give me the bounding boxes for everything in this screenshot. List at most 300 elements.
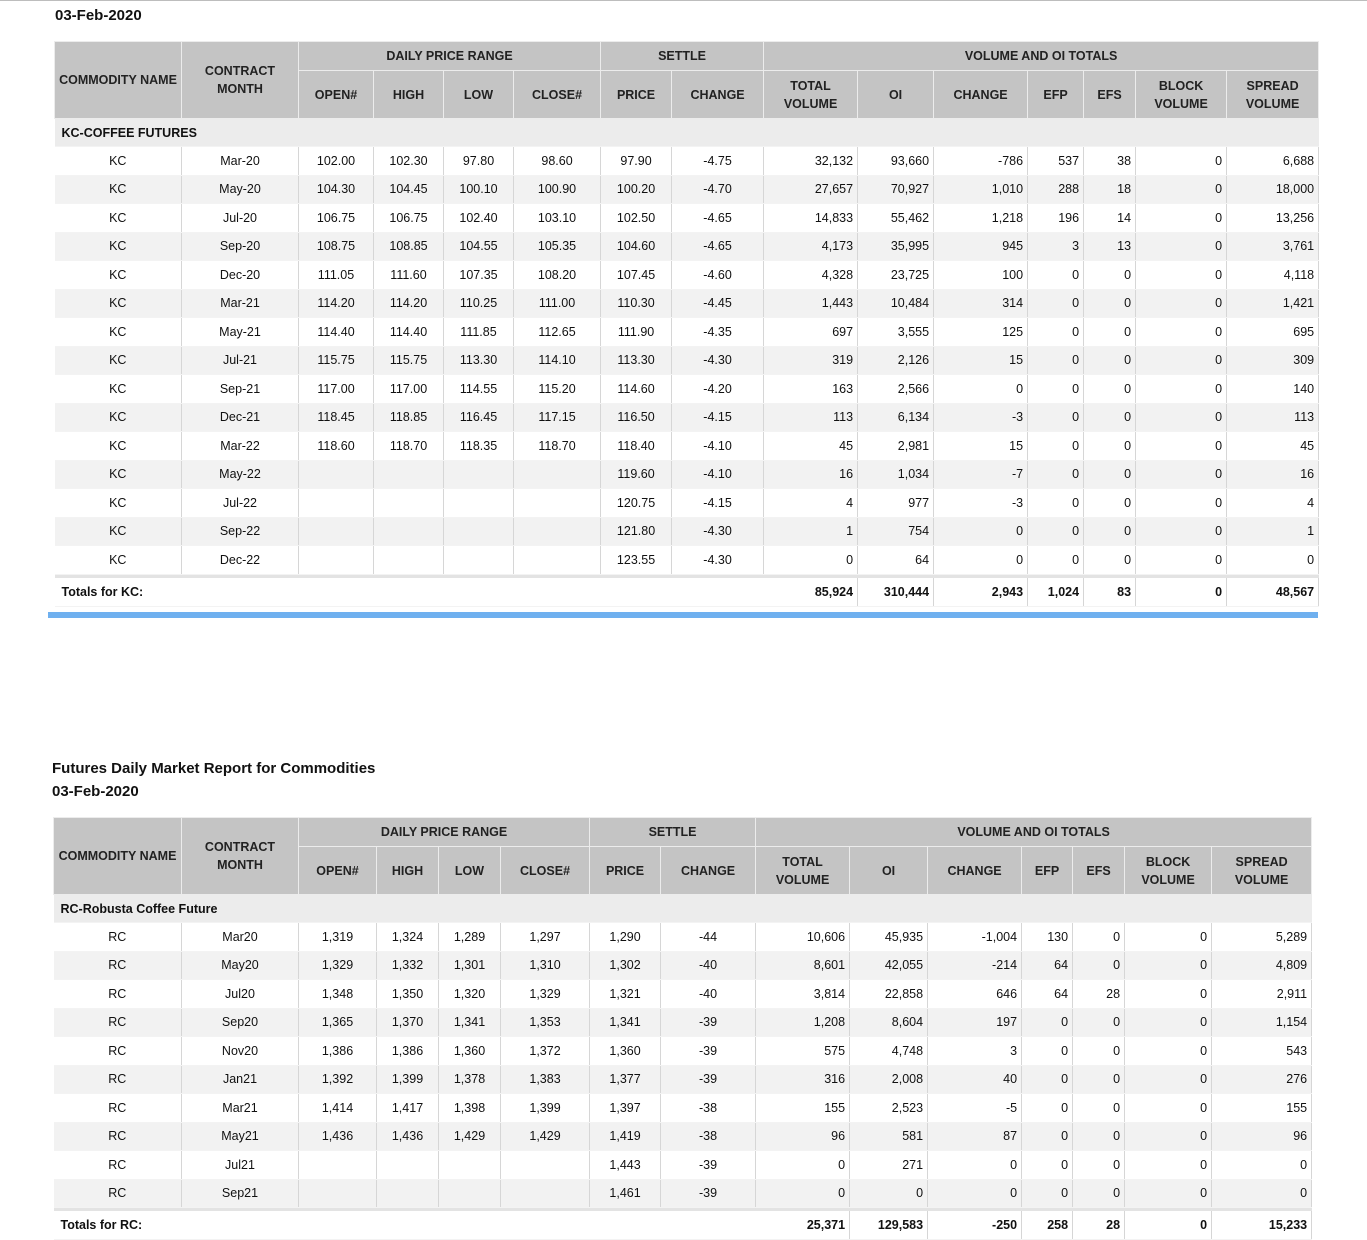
cell-settle-price: 104.60	[601, 232, 672, 261]
totals-row	[55, 578, 1319, 607]
cell-close: 1,429	[501, 1122, 590, 1151]
cell-oi-change: -3	[934, 403, 1028, 432]
cell-oi: 2,981	[858, 432, 934, 461]
cell-contract-month: Jul21	[182, 1151, 299, 1180]
cell-efs: 14	[1084, 204, 1136, 233]
cell-oi-change: 125	[934, 318, 1028, 347]
cell-oi-change: 314	[934, 289, 1028, 318]
cell-oi: 2,566	[858, 375, 934, 404]
cell-contract-month: Sep-20	[182, 232, 299, 261]
cell-close: 112.65	[514, 318, 601, 347]
cell-contract-month: Mar-22	[182, 432, 299, 461]
cell-open	[299, 1151, 377, 1180]
totals-oi: 129,583	[850, 1211, 928, 1240]
cell-high	[374, 489, 444, 518]
cell-open: 1,348	[299, 980, 377, 1009]
cell-settle-price: 1,397	[590, 1094, 661, 1123]
cell-spread-volume: 4,118	[1227, 261, 1319, 290]
col-block-volume: BLOCK VOLUME	[1125, 847, 1212, 895]
table-row	[54, 1179, 1312, 1208]
cell-spread-volume: 1	[1227, 517, 1319, 546]
cell-contract-month: May-22	[182, 460, 299, 489]
cell-commodity: KC	[55, 261, 182, 290]
cell-oi: 8,604	[850, 1008, 928, 1037]
group-label: RC-Robusta Coffee Future	[54, 895, 1312, 923]
totals-spread-volume: 15,233	[1212, 1211, 1312, 1240]
cell-contract-month: Sep21	[182, 1179, 299, 1208]
cell-efs: 0	[1084, 403, 1136, 432]
cell-total-volume: 575	[756, 1037, 850, 1066]
cell-close: 1,399	[501, 1094, 590, 1123]
cell-high: 106.75	[374, 204, 444, 233]
cell-spread-volume: 96	[1212, 1122, 1312, 1151]
cell-open	[299, 489, 374, 518]
cell-close: 111.00	[514, 289, 601, 318]
cell-contract-month: May21	[182, 1122, 299, 1151]
cell-total-volume: 3,814	[756, 980, 850, 1009]
col-spread-volume: SPREAD VOLUME	[1227, 71, 1319, 119]
cell-spread-volume: 1,154	[1212, 1008, 1312, 1037]
totals-label: Totals for RC:	[54, 1211, 756, 1240]
cell-open: 1,414	[299, 1094, 377, 1123]
cell-oi: 271	[850, 1151, 928, 1180]
col-price: PRICE	[601, 71, 672, 119]
top-divider	[0, 0, 1367, 1]
band-volume-oi-totals: VOLUME AND OI TOTALS	[764, 42, 1319, 71]
cell-oi-change: 945	[934, 232, 1028, 261]
cell-settle-change: -40	[661, 980, 756, 1009]
cell-open: 1,386	[299, 1037, 377, 1066]
cell-spread-volume: 113	[1227, 403, 1319, 432]
cell-settle-change: -40	[661, 951, 756, 980]
cell-total-volume: 316	[756, 1065, 850, 1094]
cell-block-volume: 0	[1136, 403, 1227, 432]
cell-spread-volume: 4,809	[1212, 951, 1312, 980]
cell-block-volume: 0	[1136, 432, 1227, 461]
cell-close: 108.20	[514, 261, 601, 290]
table-row	[55, 432, 1319, 461]
cell-open: 111.05	[299, 261, 374, 290]
cell-total-volume: 697	[764, 318, 858, 347]
cell-total-volume: 45	[764, 432, 858, 461]
cell-efp: 0	[1028, 432, 1084, 461]
cell-oi: 2,523	[850, 1094, 928, 1123]
cell-close: 1,297	[501, 923, 590, 952]
col-efs: EFS	[1073, 847, 1125, 895]
cell-oi: 2,008	[850, 1065, 928, 1094]
cell-efp: 130	[1022, 923, 1073, 952]
cell-oi-change: 1,218	[934, 204, 1028, 233]
col-commodity-name: COMMODITY NAME	[55, 42, 182, 119]
cell-contract-month: Sep-22	[182, 517, 299, 546]
cell-spread-volume: 45	[1227, 432, 1319, 461]
cell-commodity: KC	[55, 204, 182, 233]
cell-low: 1,378	[439, 1065, 501, 1094]
cell-block-volume: 0	[1136, 289, 1227, 318]
cell-low: 1,429	[439, 1122, 501, 1151]
cell-settle-change: -39	[661, 1151, 756, 1180]
cell-oi: 93,660	[858, 147, 934, 176]
cell-contract-month: May-20	[182, 175, 299, 204]
cell-settle-change: -4.10	[672, 432, 764, 461]
cell-oi: 23,725	[858, 261, 934, 290]
cell-efs: 0	[1073, 1094, 1125, 1123]
col-close: CLOSE#	[501, 847, 590, 895]
cell-block-volume: 0	[1136, 204, 1227, 233]
cell-total-volume: 1	[764, 517, 858, 546]
cell-close	[514, 460, 601, 489]
cell-close: 1,353	[501, 1008, 590, 1037]
totals-efs: 83	[1084, 578, 1136, 607]
cell-settle-price: 1,341	[590, 1008, 661, 1037]
cell-block-volume: 0	[1136, 232, 1227, 261]
table-row	[55, 460, 1319, 489]
cell-oi: 35,995	[858, 232, 934, 261]
cell-total-volume: 113	[764, 403, 858, 432]
cell-high: 115.75	[374, 346, 444, 375]
cell-spread-volume: 0	[1212, 1151, 1312, 1180]
cell-commodity: RC	[54, 1179, 182, 1208]
totals-block-volume: 0	[1125, 1211, 1212, 1240]
cell-close: 98.60	[514, 147, 601, 176]
cell-spread-volume: 695	[1227, 318, 1319, 347]
cell-oi-change: 15	[934, 346, 1028, 375]
cell-oi: 70,927	[858, 175, 934, 204]
table-row	[55, 232, 1319, 261]
cell-commodity: KC	[55, 318, 182, 347]
cell-settle-change: -4.35	[672, 318, 764, 347]
cell-high: 1,417	[377, 1094, 439, 1123]
cell-settle-price: 119.60	[601, 460, 672, 489]
cell-total-volume: 8,601	[756, 951, 850, 980]
totals-spread-volume: 48,567	[1227, 578, 1319, 607]
cell-low: 1,301	[439, 951, 501, 980]
cell-open: 118.45	[299, 403, 374, 432]
cell-settle-price: 1,461	[590, 1179, 661, 1208]
cell-block-volume: 0	[1125, 1151, 1212, 1180]
cell-low: 107.35	[444, 261, 514, 290]
cell-oi-change: 0	[928, 1151, 1022, 1180]
cell-high: 1,350	[377, 980, 439, 1009]
cell-open: 1,436	[299, 1122, 377, 1151]
cell-oi: 1,034	[858, 460, 934, 489]
cell-efs: 0	[1084, 318, 1136, 347]
cell-efp: 0	[1022, 1008, 1073, 1037]
cell-commodity: KC	[55, 147, 182, 176]
cell-close: 100.90	[514, 175, 601, 204]
cell-efp: 0	[1028, 318, 1084, 347]
cell-commodity: RC	[54, 1094, 182, 1123]
table-row	[54, 1008, 1312, 1037]
cell-spread-volume: 5,289	[1212, 923, 1312, 952]
cell-settle-price: 118.40	[601, 432, 672, 461]
cell-open: 104.30	[299, 175, 374, 204]
cell-low	[439, 1179, 501, 1208]
cell-efp: 0	[1028, 546, 1084, 575]
table-row	[54, 1122, 1312, 1151]
cell-settle-price: 107.45	[601, 261, 672, 290]
totals-oi-change: -250	[928, 1211, 1022, 1240]
totals-oi-change: 2,943	[934, 578, 1028, 607]
col-efp: EFP	[1028, 71, 1084, 119]
cell-total-volume: 16	[764, 460, 858, 489]
cell-low: 114.55	[444, 375, 514, 404]
cell-contract-month: Jul-21	[182, 346, 299, 375]
cell-commodity: KC	[55, 546, 182, 575]
cell-settle-price: 110.30	[601, 289, 672, 318]
table-row	[55, 204, 1319, 233]
cell-settle-price: 120.75	[601, 489, 672, 518]
cell-block-volume: 0	[1125, 951, 1212, 980]
cell-efs: 38	[1084, 147, 1136, 176]
cell-oi-change: 15	[934, 432, 1028, 461]
cell-low: 1,320	[439, 980, 501, 1009]
cell-commodity: KC	[55, 346, 182, 375]
cell-total-volume: 4	[764, 489, 858, 518]
cell-oi-change: -786	[934, 147, 1028, 176]
cell-oi: 22,858	[850, 980, 928, 1009]
cell-oi: 6,134	[858, 403, 934, 432]
band-daily-price-range: DAILY PRICE RANGE	[299, 42, 601, 71]
cell-commodity: RC	[54, 923, 182, 952]
col-total-volume: TOTAL VOLUME	[756, 847, 850, 895]
cell-oi-change: 100	[934, 261, 1028, 290]
cell-settle-price: 123.55	[601, 546, 672, 575]
cell-low: 113.30	[444, 346, 514, 375]
cell-low	[439, 1151, 501, 1180]
cell-oi: 754	[858, 517, 934, 546]
cell-spread-volume: 0	[1212, 1179, 1312, 1208]
band-volume-oi-totals: VOLUME AND OI TOTALS	[756, 818, 1312, 847]
col-commodity-name: COMMODITY NAME	[54, 818, 182, 895]
cell-oi-change: 3	[928, 1037, 1022, 1066]
cell-commodity: KC	[55, 289, 182, 318]
cell-block-volume: 0	[1136, 546, 1227, 575]
cell-low: 1,398	[439, 1094, 501, 1123]
cell-contract-month: Jan21	[182, 1065, 299, 1094]
table-row	[55, 147, 1319, 176]
cell-high: 108.85	[374, 232, 444, 261]
cell-low: 118.35	[444, 432, 514, 461]
totals-row	[54, 1211, 1312, 1240]
cell-close: 117.15	[514, 403, 601, 432]
report1-date: 03-Feb-2020	[55, 7, 142, 24]
cell-high: 1,436	[377, 1122, 439, 1151]
cell-commodity: RC	[54, 1122, 182, 1151]
cell-low	[444, 517, 514, 546]
cell-high: 1,370	[377, 1008, 439, 1037]
cell-efs: 0	[1084, 261, 1136, 290]
cell-close: 114.10	[514, 346, 601, 375]
cell-spread-volume: 543	[1212, 1037, 1312, 1066]
cell-spread-volume: 2,911	[1212, 980, 1312, 1009]
report2-title: Futures Daily Market Report for Commodities	[52, 760, 376, 777]
cell-spread-volume: 0	[1227, 546, 1319, 575]
cell-low: 100.10	[444, 175, 514, 204]
table-row	[55, 175, 1319, 204]
cell-oi-change: 40	[928, 1065, 1022, 1094]
cell-efp: 0	[1028, 261, 1084, 290]
col-high: HIGH	[374, 71, 444, 119]
cell-efp: 0	[1028, 460, 1084, 489]
cell-settle-change: -4.30	[672, 346, 764, 375]
cell-settle-change: -4.15	[672, 489, 764, 518]
cell-commodity: KC	[55, 175, 182, 204]
cell-commodity: RC	[54, 1065, 182, 1094]
cell-spread-volume: 276	[1212, 1065, 1312, 1094]
cell-oi-change: 0	[934, 375, 1028, 404]
cell-oi: 42,055	[850, 951, 928, 980]
cell-efp: 196	[1028, 204, 1084, 233]
cell-close: 1,383	[501, 1065, 590, 1094]
cell-low: 116.45	[444, 403, 514, 432]
cell-commodity: KC	[55, 232, 182, 261]
cell-efs: 0	[1073, 1037, 1125, 1066]
cell-settle-price: 1,290	[590, 923, 661, 952]
cell-low: 110.25	[444, 289, 514, 318]
cell-high	[374, 546, 444, 575]
totals-label: Totals for KC:	[55, 578, 764, 607]
cell-block-volume: 0	[1125, 1179, 1212, 1208]
cell-open: 1,392	[299, 1065, 377, 1094]
cell-contract-month: Dec-20	[182, 261, 299, 290]
cell-oi-change: 1,010	[934, 175, 1028, 204]
cell-block-volume: 0	[1125, 1008, 1212, 1037]
cell-settle-price: 113.30	[601, 346, 672, 375]
cell-efp: 0	[1028, 489, 1084, 518]
cell-contract-month: Nov20	[182, 1037, 299, 1066]
cell-settle-change: -4.10	[672, 460, 764, 489]
cell-total-volume: 1,208	[756, 1008, 850, 1037]
totals-efs: 28	[1073, 1211, 1125, 1240]
cell-block-volume: 0	[1136, 375, 1227, 404]
cell-oi: 4,748	[850, 1037, 928, 1066]
cell-close: 1,372	[501, 1037, 590, 1066]
cell-settle-change: -4.30	[672, 546, 764, 575]
table-row	[54, 980, 1312, 1009]
cell-commodity: RC	[54, 951, 182, 980]
totals-total-volume: 25,371	[756, 1211, 850, 1240]
cell-spread-volume: 309	[1227, 346, 1319, 375]
col-open: OPEN#	[299, 847, 377, 895]
cell-oi-change: -214	[928, 951, 1022, 980]
col-open: OPEN#	[299, 71, 374, 119]
cell-settle-change: -39	[661, 1008, 756, 1037]
cell-high: 118.70	[374, 432, 444, 461]
cell-settle-price: 100.20	[601, 175, 672, 204]
cell-settle-price: 1,360	[590, 1037, 661, 1066]
table-row	[55, 489, 1319, 518]
cell-settle-price: 97.90	[601, 147, 672, 176]
cell-settle-change: -4.65	[672, 232, 764, 261]
cell-low	[444, 546, 514, 575]
table-row	[55, 261, 1319, 290]
cell-spread-volume: 13,256	[1227, 204, 1319, 233]
col-price: PRICE	[590, 847, 661, 895]
col-total-volume: TOTAL VOLUME	[764, 71, 858, 119]
cell-spread-volume: 1,421	[1227, 289, 1319, 318]
cell-oi-change: 0	[934, 517, 1028, 546]
cell-efs: 0	[1084, 432, 1136, 461]
cell-open: 118.60	[299, 432, 374, 461]
col-high: HIGH	[377, 847, 439, 895]
totals-block-volume: 0	[1136, 578, 1227, 607]
cell-total-volume: 163	[764, 375, 858, 404]
cell-close: 1,329	[501, 980, 590, 1009]
cell-high	[377, 1151, 439, 1180]
cell-efs: 0	[1073, 923, 1125, 952]
col-change: CHANGE	[661, 847, 756, 895]
cell-low: 102.40	[444, 204, 514, 233]
cell-commodity: RC	[54, 980, 182, 1009]
cell-settle-change: -4.60	[672, 261, 764, 290]
cell-efp: 0	[1022, 1179, 1073, 1208]
cell-low	[444, 460, 514, 489]
cell-oi: 0	[850, 1179, 928, 1208]
col-low: LOW	[439, 847, 501, 895]
cell-oi: 64	[858, 546, 934, 575]
cell-efs: 0	[1084, 546, 1136, 575]
cell-settle-change: -4.65	[672, 204, 764, 233]
cell-efs: 0	[1073, 1008, 1125, 1037]
table-row	[54, 923, 1312, 952]
cell-total-volume: 14,833	[764, 204, 858, 233]
col-contract-month: CONTRACT MONTH	[182, 42, 299, 119]
rc-futures-table	[53, 817, 1312, 1240]
cell-block-volume: 0	[1125, 1122, 1212, 1151]
cell-total-volume: 10,606	[756, 923, 850, 952]
cell-spread-volume: 16	[1227, 460, 1319, 489]
cell-total-volume: 1,443	[764, 289, 858, 318]
cell-efp: 288	[1028, 175, 1084, 204]
cell-efp: 3	[1028, 232, 1084, 261]
cell-settle-change: -38	[661, 1094, 756, 1123]
cell-block-volume: 0	[1136, 175, 1227, 204]
cell-contract-month: May-21	[182, 318, 299, 347]
totals-efp: 258	[1022, 1211, 1073, 1240]
cell-block-volume: 0	[1125, 980, 1212, 1009]
cell-close: 118.70	[514, 432, 601, 461]
cell-spread-volume: 3,761	[1227, 232, 1319, 261]
table-row	[55, 346, 1319, 375]
cell-contract-month: Jul20	[182, 980, 299, 1009]
cell-settle-change: -4.20	[672, 375, 764, 404]
cell-efs: 0	[1084, 517, 1136, 546]
cell-high: 114.20	[374, 289, 444, 318]
cell-oi-change: -3	[934, 489, 1028, 518]
selection-highlight-bar	[48, 612, 1318, 618]
table-row	[55, 546, 1319, 575]
cell-open: 114.20	[299, 289, 374, 318]
cell-block-volume: 0	[1136, 147, 1227, 176]
cell-close	[514, 546, 601, 575]
table-row	[54, 1151, 1312, 1180]
totals-oi: 310,444	[858, 578, 934, 607]
cell-contract-month: Sep20	[182, 1008, 299, 1037]
cell-spread-volume: 155	[1212, 1094, 1312, 1123]
cell-high: 1,399	[377, 1065, 439, 1094]
table-row	[55, 403, 1319, 432]
cell-settle-price: 114.60	[601, 375, 672, 404]
cell-open: 1,329	[299, 951, 377, 980]
cell-contract-month: May20	[182, 951, 299, 980]
cell-efp: 0	[1028, 403, 1084, 432]
cell-open: 117.00	[299, 375, 374, 404]
cell-high: 111.60	[374, 261, 444, 290]
col-block-volume: BLOCK VOLUME	[1136, 71, 1227, 119]
table-row	[54, 1094, 1312, 1123]
table-row	[54, 951, 1312, 980]
